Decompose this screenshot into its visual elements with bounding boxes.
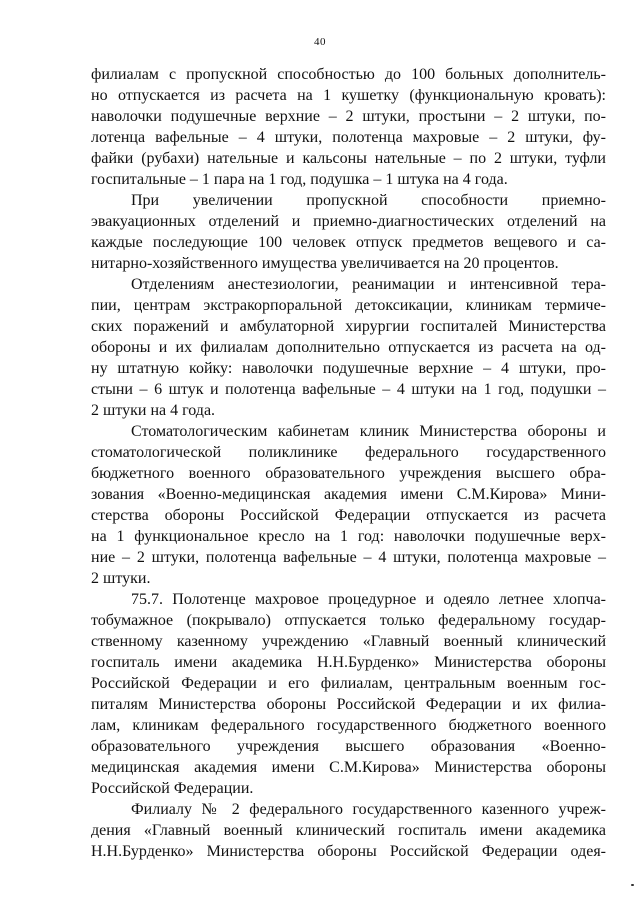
text-line: файки (рубахи) нательные и кальсоны нательные – по 2 штуки, туфли [91,150,606,167]
text-line: стоматологической поликлинике федерального государственного [91,444,606,461]
text-line: Российской Федерации. [91,780,254,797]
text-line: питалям Министерства обороны Российской Федерации и их филиа- [91,696,606,713]
paragraph-first-line: 75.7. Полотенце махровое процедурное и одеяло летнее хлопча- [131,591,606,608]
text-line: госпитальные – 1 пара на 1 год, подушка – 1 штука на 4 года. [91,171,508,188]
text-line: на 1 функциональное кресло на 1 год: наволочки подушечные верх- [91,528,606,545]
text-line: обороны и их филиалам дополнительно отпускается из расчета на од- [91,339,606,356]
text-line: лам, клиникам федерального государственного бюджетного военного [91,717,606,734]
page-number: 40 [314,36,326,48]
text-line: Н.Н.Бурденко» Министерства обороны Российской Федерации одея- [91,843,606,860]
text-line: стыни – 6 штук и полотенца вафельные – 4 штуки на 1 год, подушки – [91,381,606,398]
paragraph-first-line: При увеличении пропускной способности приемно- [131,192,606,209]
paragraph-first-line: Отделениям анестезиологии, реанимации и интенсивной тера- [131,276,606,293]
text-line: дения «Главный военный клинический госпиталь имени академика [91,822,606,839]
text-line: тобумажное (покрывало) отпускается только федеральному государ- [91,612,606,629]
paragraph-first-line: Филиалу № 2 федерального государственного казенного учреж- [131,801,606,818]
text-line: филиалам с пропускной способностью до 100 больных дополнитель- [91,66,606,83]
text-line: пии, центрам экстракорпоральной детоксикации, клиникам термиче- [91,297,606,314]
text-line: ских поражений и амбулаторной хирургии госпиталей Министерства [91,318,606,335]
text-line: каждые последующие 100 человек отпуск предметов вещевого и са- [91,234,606,251]
text-line: нитарно-хозяйственного имущества увеличивается на 20 процентов. [91,255,559,272]
text-line: бюджетного военного образовательного учреждения высшего обра- [91,465,606,482]
paragraph-first-line: Стоматологическим кабинетам клиник Министерства обороны и [131,423,606,440]
text-line: лотенца вафельные – 4 штуки, полотенца махровые – 2 штуки, фу- [91,129,606,146]
text-line: ственному казенному учреждению «Главный военный клинический [91,633,606,650]
text-line: но отпускается из расчета на 1 кушетку (функциональную кровать): [91,87,606,104]
text-line: 2 штуки на 4 года. [91,402,216,419]
text-line: образовательного учреждения высшего образования «Военно- [91,738,606,755]
text-line: стерства обороны Российской Федерации отпускается из расчета [91,507,606,524]
text-line: эвакуационных отделений и приемно-диагностических отделений на [91,213,606,230]
text-line: госпиталь имени академика Н.Н.Бурденко» Министерства обороны [91,654,606,671]
text-line: Российской Федерации и его филиалам, центральным военным гос- [91,675,606,692]
scan-speck [631,884,634,886]
text-line: зования «Военно-медицинская академия имени С.М.Кирова» Мини- [91,486,606,503]
text-line: ну штатную койку: наволочки подушечные верхние – 4 штуки, про- [91,360,606,377]
text-line: наволочки подушечные верхние – 2 штуки, простыни – 2 штуки, по- [91,108,606,125]
text-line: 2 штуки. [91,570,151,587]
text-line: медицинская академия имени С.М.Кирова» Министерства обороны [91,759,606,776]
text-line: ние – 2 штуки, полотенца вафельные – 4 штуки, полотенца махровые – [91,549,606,566]
